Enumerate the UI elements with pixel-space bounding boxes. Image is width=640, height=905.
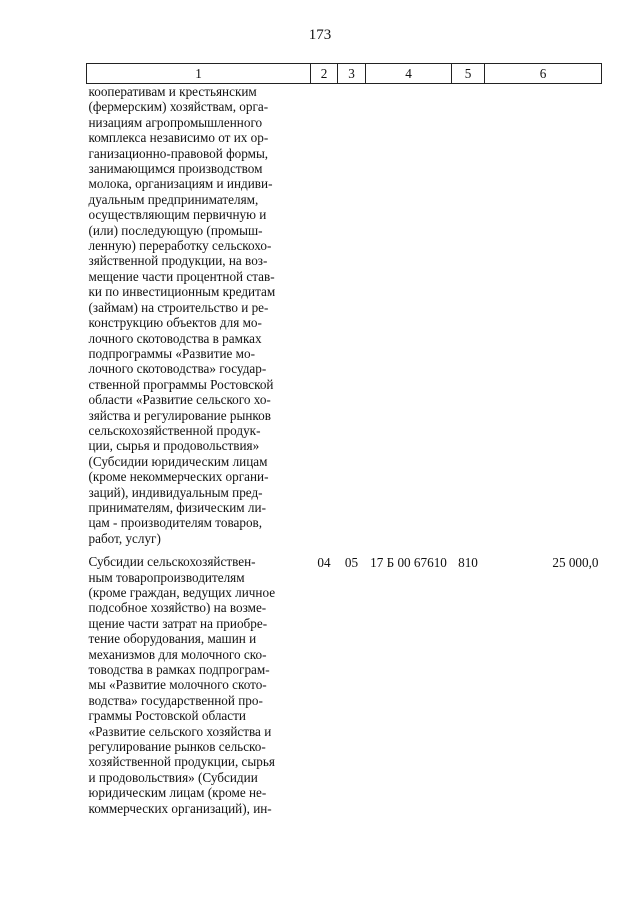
description-line: водства» государственной про-: [88, 692, 263, 708]
row-amount: [485, 84, 602, 547]
description-line: Субсидии сельскохозяйствен-: [88, 554, 256, 570]
description-line: ции, сырья и продовольствия»: [88, 438, 260, 454]
description-line: щение части затрат на приобре-: [88, 615, 268, 631]
description-line: конструкцию объектов для мо-: [88, 315, 262, 331]
description-line: (кроме граждан, ведущих личное: [88, 585, 276, 600]
header-col-1: 1: [87, 64, 311, 84]
budget-table: [86, 63, 602, 816]
description-line: низациям агропромышленного: [88, 114, 263, 130]
table-row: [87, 546, 602, 816]
description-line: лочного скотоводства в рамках: [88, 330, 262, 346]
row-target-article-code: 17 Б 00 67610: [370, 555, 447, 571]
header-col-6: 6: [485, 64, 602, 84]
description-line: ственной программы Ростовской: [88, 376, 274, 392]
description-line: подсобное хозяйство) на возме-: [88, 600, 267, 616]
description-line: (Субсидии юридическим лицам: [88, 453, 268, 469]
table-row: [87, 84, 602, 547]
description-line: ным товаропроизводителям: [88, 569, 245, 585]
description-line: дуальным предпринимателям,: [88, 191, 259, 207]
row-expense-type-code: 810: [458, 555, 478, 571]
description-line: (фермерским) хозяйствам, орга-: [88, 99, 269, 115]
description-line: (кроме некоммерческих органи-: [88, 469, 269, 485]
description-line: заций), индивидуальным пред-: [88, 484, 263, 500]
description-line: товодства в рамках подпрограм-: [88, 662, 270, 678]
description-line: мы «Развитие молочного ското-: [88, 677, 267, 693]
description-line: осуществляющим первичную и: [88, 207, 267, 223]
description-line: юридическим лицам (кроме не-: [88, 785, 267, 801]
row-description: [87, 546, 311, 816]
header-col-4: 4: [366, 64, 452, 84]
header-col-3: 3: [338, 64, 366, 84]
description-line: и продовольствия» (Субсидии: [88, 769, 258, 785]
table-header: [87, 64, 602, 84]
description-line: коммерческих организаций), ин-: [88, 800, 272, 816]
description-line: комплекса независимо от их ор-: [88, 130, 269, 146]
header-col-5: 5: [452, 64, 485, 84]
description-line: (или) последующую (промыш-: [88, 222, 263, 238]
description-line: занимающимся производством: [88, 161, 263, 177]
description-line: принимателям, физическим ли-: [88, 499, 266, 515]
description-line: ки по инвестиционным кредитам: [88, 284, 276, 300]
description-line: «Развитие сельского хозяйства и: [88, 723, 272, 739]
header-row: [87, 64, 602, 84]
row-description: [87, 84, 311, 547]
description-line: (займам) на строительство и ре-: [88, 299, 269, 315]
row-expense-type-code: [452, 84, 485, 547]
description-line: сельскохозяйственной продук-: [88, 422, 261, 438]
description-line: подпрограммы «Развитие мо-: [88, 345, 256, 361]
header-col-2: 2: [311, 64, 338, 84]
description-line: цам - производителям товаров,: [88, 515, 263, 531]
description-line: зяйственной продукции, на воз-: [88, 253, 268, 269]
description-line: работ, услуг): [88, 530, 161, 546]
row-amount: 25 000,0: [552, 555, 599, 571]
row-section-code: [311, 84, 338, 547]
description-line: тение оборудования, машин и: [88, 631, 257, 647]
description-line: ганизационно-правовой формы,: [88, 145, 269, 161]
description-line: хозяйственной продукции, сырья: [88, 754, 275, 770]
description-line: кооперативам и крестьянским: [88, 84, 257, 99]
description-line: механизмов для молочного ско-: [88, 646, 267, 662]
row-target-article-code: [366, 84, 452, 547]
description-line: зяйства и регулирование рынков: [88, 407, 271, 423]
description-line: мещение части процентной став-: [88, 268, 275, 284]
row-subsection-code: [338, 84, 366, 547]
description-line: молока, организациям и индиви-: [88, 176, 273, 192]
description-line: граммы Ростовской области: [88, 708, 246, 724]
description-line: области «Развитие сельского хо-: [88, 392, 271, 408]
description-line: регулирование рынков сельско-: [88, 739, 266, 755]
row-section-code: 04: [317, 555, 331, 571]
row-subsection-code: 05: [344, 555, 359, 571]
page-number: 173: [308, 27, 332, 43]
description-line: ленную) переработку сельскохо-: [88, 238, 272, 254]
description-line: лочного скотоводства» государ-: [88, 361, 267, 377]
